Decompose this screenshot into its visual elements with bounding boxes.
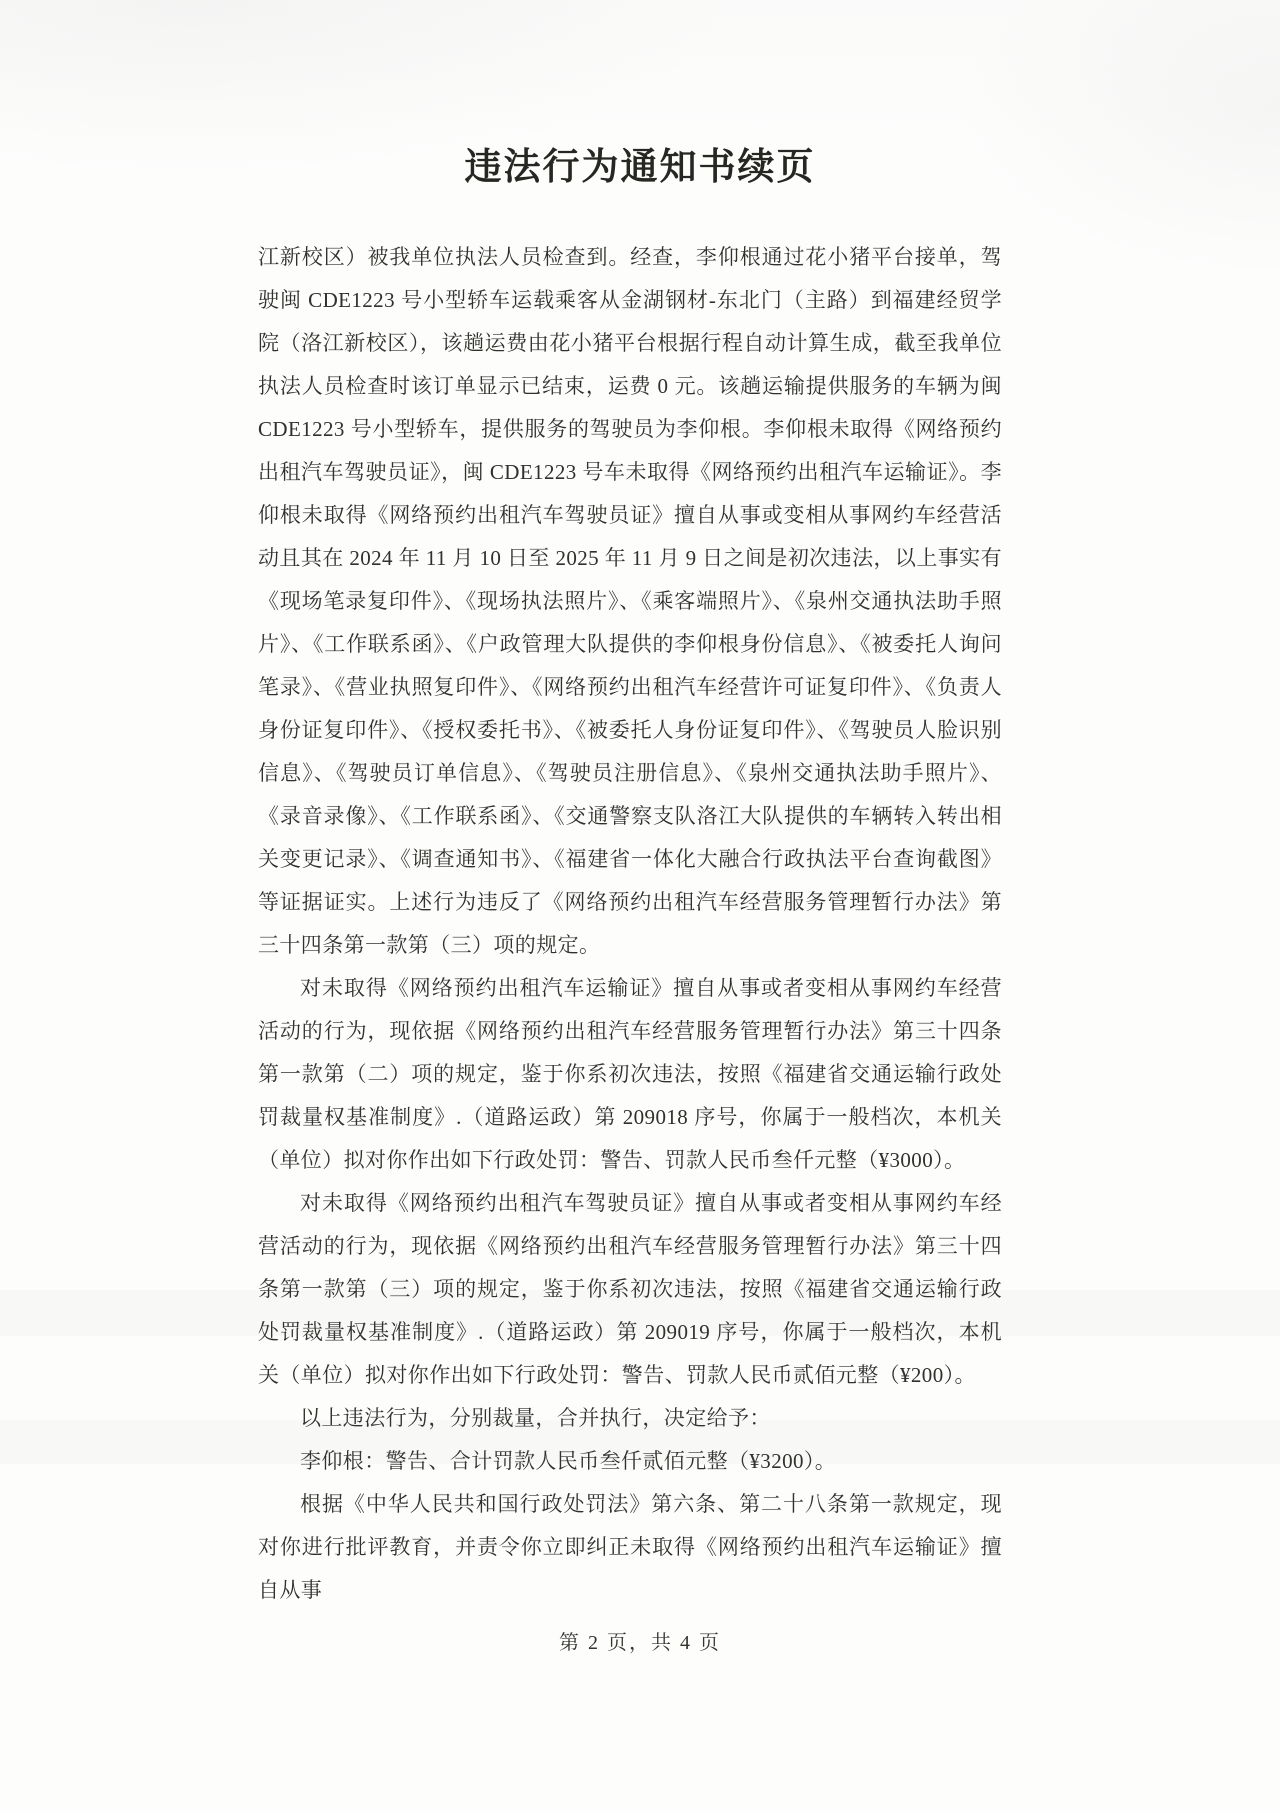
body-paragraph: 江新校区）被我单位执法人员检查到。经查，李仰根通过花小猪平台接单，驾驶闽 CDE1223 号小型轿车运载乘客从金湖钢材-东北门（主路）到福建经贸学院（洛江新校区），该趟运费由花小猪平台根据行程自动计算生成，截至我单位执法人员检查时该订单显示已结束，运费 0 元。该趟运输提供服务的车辆为闽 CDE1223 号小型轿车，提供服务的驾驶员为李仰根。李仰根未取得《网络预约出租汽车驾驶员证》，闽 CDE1223 号车未取得《网络预约出租汽车运输证》。李仰根未取得《网络预约出租汽车驾驶员证》擅自从事或变相从事网约车经营活动且其在 2024 年 11 月 10 日至 2025 年 11 月 9 日之间是初次违法，以上事实有《现场笔录复印件》、《现场执法照片》、《乘客端照片》、《泉州交通执法助手照片》、《工作联系函》、《户政管理大队提供的李仰根身份信息》、《被委托人询问笔录》、《营业执照复印件》、《网络预约出租汽车经营许可证复印件》、《负责人身份证复印件》、《授权委托书》、《被委托人身份证复印件》、《驾驶员人脸识别信息》、《驾驶员订单信息》、《驾驶员注册信息》、《泉州交通执法助手照片》、《录音录像》、《工作联系函》、《交通警察支队洛江大队提供的车辆转入转出相关变更记录》、《调查通知书》、《福建省一体化大融合行政执法平台查询截图》等证据证实。上述行为违反了《网络预约出租汽车经营服务管理暂行办法》第三十四条第一款第（三）项的规定。 (258, 245, 1002, 957)
body-paragraph: 对未取得《网络预约出租汽车运输证》擅自从事或者变相从事网约车经营活动的行为，现依据《网络预约出租汽车经营服务管理暂行办法》第三十四条第一款第（二）项的规定，鉴于你系初次违法，按照《福建省交通运输行政处罚裁量权基准制度》.（道路运政）第 209018 序号，你属于一般档次，本机关（单位）拟对你作出如下行政处罚：警告、罚款人民币叁仟元整（¥3000）。 (258, 976, 1002, 1172)
document-title: 违法行为通知书续页 (464, 147, 816, 188)
body-paragraph: 根据《中华人民共和国行政处罚法》第六条、第二十八条第一款规定，现对你进行批评教育，并责令你立即纠正未取得《网络预约出租汽车运输证》擅自从事 (258, 1492, 1002, 1602)
document-body (258, 236, 1002, 1612)
body-paragraph: 以上违法行为，分别裁量，合并执行，决定给予： (300, 1406, 771, 1430)
page-number-footer: 第 2 页，共 4 页 (559, 1632, 721, 1654)
body-paragraph: 李仰根：警告、合计罚款人民币叁仟贰佰元整（¥3200）。 (300, 1449, 837, 1473)
body-paragraph: 对未取得《网络预约出租汽车驾驶员证》擅自从事或者变相从事网约车经营活动的行为，现依据《网络预约出租汽车经营服务管理暂行办法》第三十四条第一款第（三）项的规定，鉴于你系初次违法，按照《福建省交通运输行政处罚裁量权基准制度》.（道路运政）第 209019 序号，你属于一般档次，本机关（单位）拟对你作出如下行政处罚：警告、罚款人民币贰佰元整（¥200）。 (258, 1191, 1002, 1387)
